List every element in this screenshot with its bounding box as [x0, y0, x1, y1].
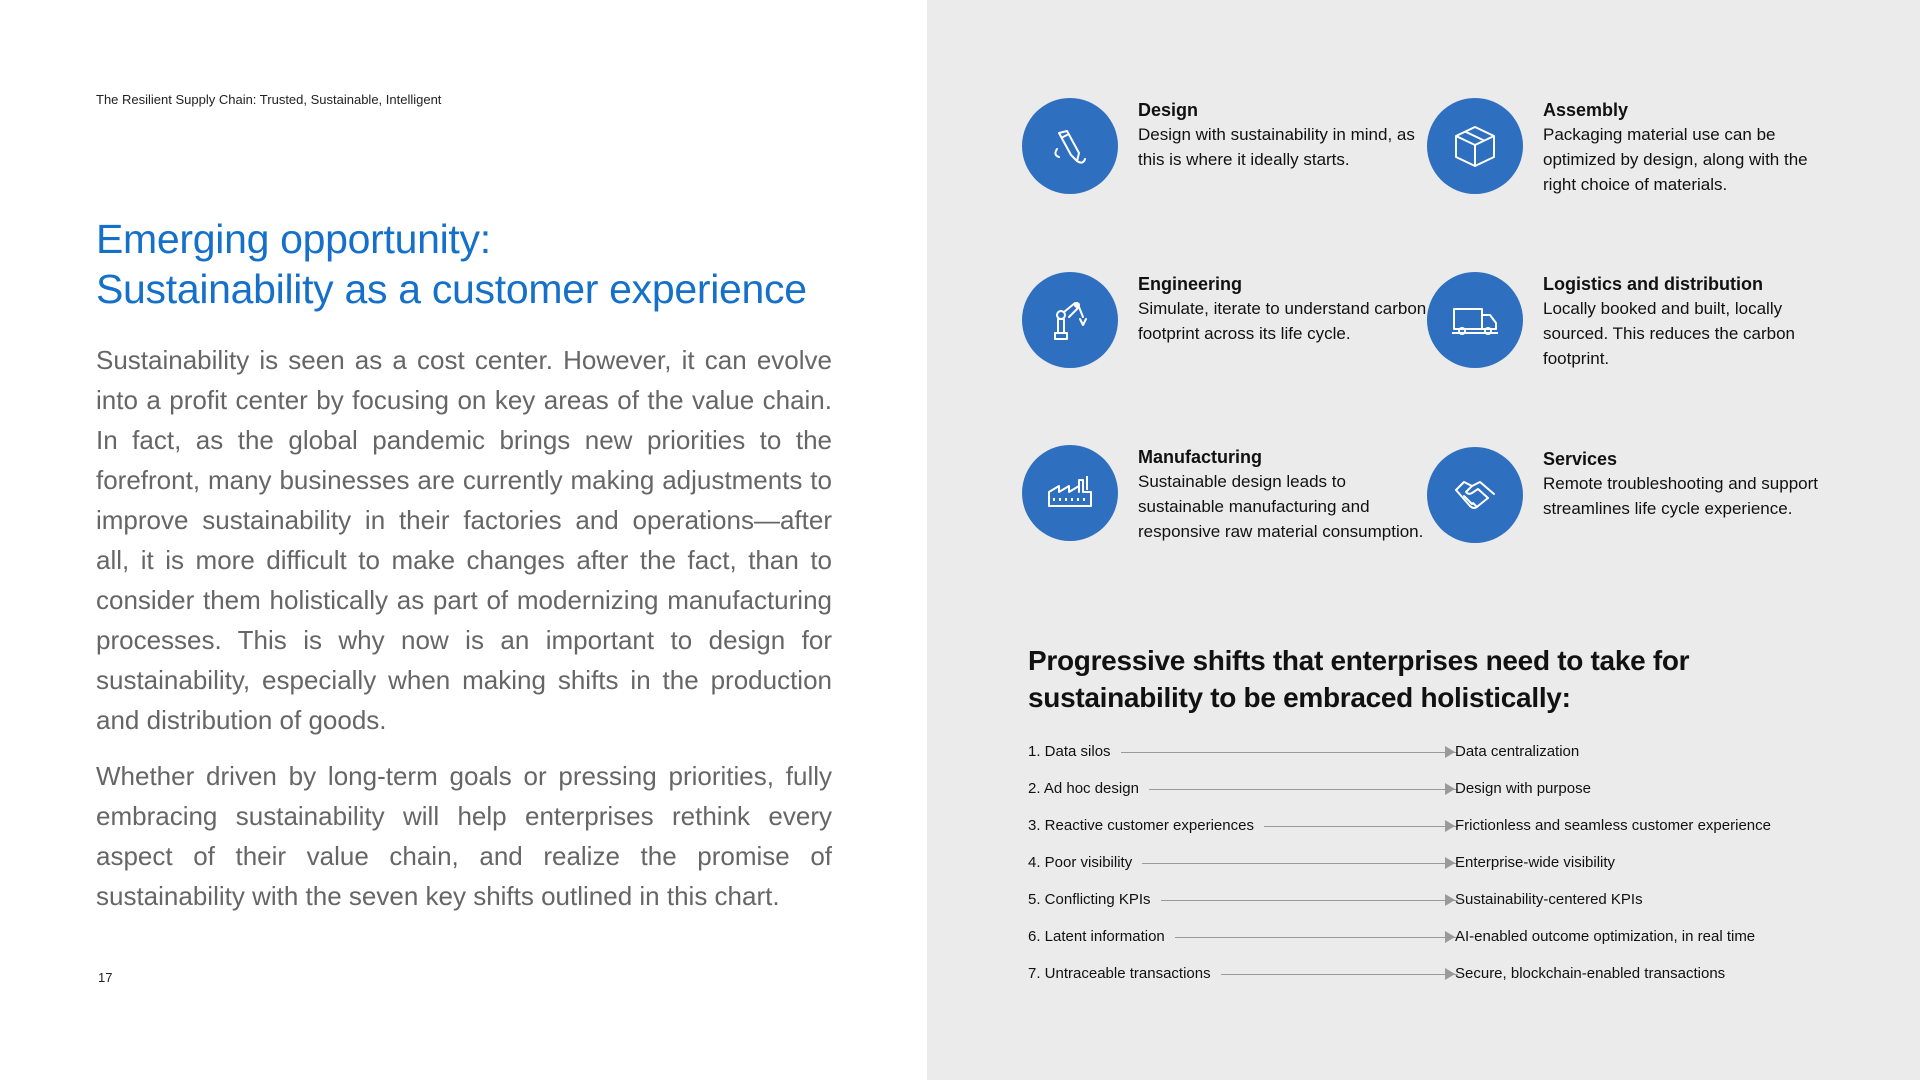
- area-description: Remote troubleshooting and support streamlines life cycle experience.: [1543, 474, 1819, 518]
- area-icon-circle: [1427, 272, 1523, 368]
- shift-from: 2. Ad hoc design: [1028, 777, 1149, 801]
- area-description: Locally booked and built, locally sourced. This reduces the carbon footprint.: [1543, 299, 1795, 368]
- area-title: Engineering: [1138, 274, 1243, 294]
- shift-to: Frictionless and seamless customer experience: [1455, 817, 1771, 834]
- area-title: Manufacturing: [1138, 447, 1262, 467]
- area-manufacturing: [1022, 445, 1422, 605]
- shift-to: Enterprise-wide visibility: [1455, 854, 1616, 871]
- area-engineering: [1022, 272, 1427, 432]
- shifts-title-line-2: sustainability to be embraced holistically:: [1028, 682, 1571, 713]
- area-icon-circle: [1427, 447, 1523, 543]
- area-title: Assembly: [1543, 100, 1629, 120]
- heading-line-2: Sustainability as a customer experience: [96, 266, 807, 312]
- area-services: [1427, 447, 1827, 607]
- area-description: Design with sustainability in mind, as this is where it ideally starts.: [1138, 125, 1415, 169]
- shift-row-7: [1028, 962, 1788, 986]
- pen-icon: [1043, 119, 1097, 173]
- robot-arm-icon: [1043, 293, 1097, 347]
- shift-row-2: [1028, 777, 1788, 801]
- truck-icon: [1448, 293, 1502, 347]
- area-title: Services: [1543, 449, 1618, 469]
- box-icon: [1448, 119, 1502, 173]
- shift-to: Secure, blockchain-enabled transactions: [1455, 965, 1726, 982]
- shifts-title: [1028, 642, 1689, 716]
- area-text: [1138, 272, 1428, 346]
- area-text: [1138, 98, 1428, 172]
- arrow-right-icon: [1445, 820, 1455, 832]
- shift-from: 1. Data silos: [1028, 740, 1121, 764]
- area-icon-circle: [1427, 98, 1523, 194]
- shift-from: 3. Reactive customer experiences: [1028, 814, 1264, 838]
- arrow-right-icon: [1445, 894, 1455, 906]
- shift-row-4: [1028, 851, 1788, 875]
- area-description: Simulate, iterate to understand carbon footprint across its life cycle.: [1138, 299, 1427, 343]
- factory-icon: [1043, 466, 1097, 520]
- page-number: 17: [98, 970, 113, 985]
- body-paragraph-2: Whether driven by long-term goals or pressing priorities, fully embracing sustainability will help enterprises rethink every aspect of their value chain, and realize the promise of sustainability with the seven key shifts outlined in this chart.: [96, 761, 832, 911]
- area-title: Design: [1138, 100, 1199, 120]
- running-head: The Resilient Supply Chain: Trusted, Sustainable, Intelligent: [96, 92, 442, 107]
- shift-to: Data centralization: [1455, 743, 1580, 760]
- shift-row-3: [1028, 814, 1788, 838]
- area-title: Logistics and distribution: [1543, 274, 1763, 294]
- body-paragraph-1: Sustainability is seen as a cost center. However, it can evolve into a profit center by focusing on key areas of the value chain. In fact, as the global pandemic brings new priorities to the forefront, many businesses are currently making adjustments to improve sustainability in their factories and operations—after all, it is more difficult to make changes after the fact, than to consider them holistically as part of modernizing manufacturing processes. This is why now is an important to design for sustainability, especially when making shifts in the production and distribution of goods.: [96, 345, 832, 735]
- area-design: [1022, 98, 1422, 258]
- area-text: [1543, 98, 1833, 197]
- shift-from: 4. Poor visibility: [1028, 851, 1142, 875]
- arrow-right-icon: [1445, 931, 1455, 943]
- area-icon-circle: [1022, 98, 1118, 194]
- left-page: [0, 0, 927, 1080]
- shifts-title-line-1: Progressive shifts that enterprises need to take for: [1028, 645, 1690, 676]
- area-text: [1543, 272, 1833, 371]
- area-text: [1543, 447, 1833, 521]
- shift-from: 6. Latent information: [1028, 925, 1175, 949]
- shift-to: AI-enabled outcome optimization, in real time: [1455, 928, 1756, 945]
- handshake-icon: [1448, 468, 1502, 522]
- shift-to: Sustainability-centered KPIs: [1455, 891, 1643, 908]
- area-text: [1138, 445, 1428, 544]
- shift-row-5: [1028, 888, 1788, 912]
- area-description: Sustainable design leads to sustainable manufacturing and responsive raw material consumption.: [1138, 472, 1424, 541]
- arrow-right-icon: [1445, 783, 1455, 795]
- area-icon-circle: [1022, 272, 1118, 368]
- arrow-right-icon: [1445, 857, 1455, 869]
- area-description: Packaging material use can be optimized by design, along with the right choice of materials.: [1543, 125, 1808, 194]
- arrow-right-icon: [1445, 746, 1455, 758]
- shift-from: 5. Conflicting KPIs: [1028, 888, 1161, 912]
- area-logistics: [1427, 272, 1827, 432]
- shift-row-1: [1028, 740, 1788, 764]
- page-heading: [96, 214, 807, 314]
- shift-row-6: [1028, 925, 1788, 949]
- area-icon-circle: [1022, 445, 1118, 541]
- heading-line-1: Emerging opportunity:: [96, 216, 491, 262]
- shift-from: 7. Untraceable transactions: [1028, 962, 1221, 986]
- area-assembly: [1427, 98, 1827, 258]
- arrow-right-icon: [1445, 968, 1455, 980]
- shift-to: Design with purpose: [1455, 780, 1591, 797]
